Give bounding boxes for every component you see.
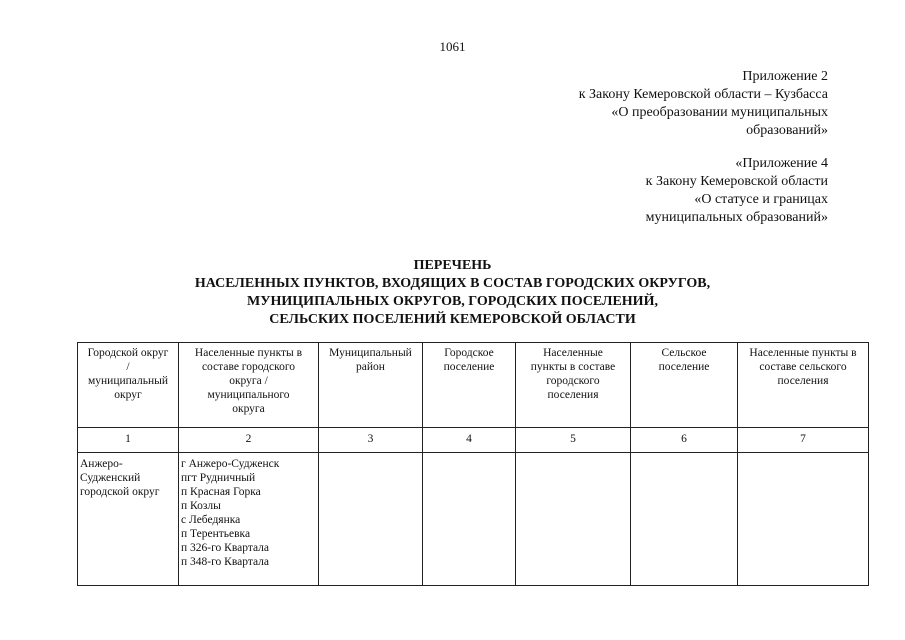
empty-cell [738, 453, 869, 586]
column-number: 3 [319, 428, 423, 453]
header-line: поселения [547, 389, 599, 401]
empty-cell [319, 453, 423, 586]
table-header-row [78, 343, 869, 428]
column-number: 4 [423, 428, 516, 453]
empty-cell [631, 453, 738, 586]
header-line: поселение [443, 361, 495, 373]
header-line: Городское [444, 347, 494, 359]
header-cell [179, 343, 319, 428]
header-cell [631, 343, 738, 428]
column-number: 7 [738, 428, 869, 453]
settlement-item: пгт Рудничный [181, 472, 256, 484]
page-number: 1061 [439, 39, 466, 54]
header-line: район [356, 361, 385, 373]
title-line: НАСЕЛЕННЫХ ПУНКТОВ, ВХОДЯЩИХ В СОСТАВ ГОРОДСКИХ ОКРУГОВ, [194, 276, 711, 291]
header-cell [423, 343, 516, 428]
column-number: 1 [78, 428, 179, 453]
empty-cell [423, 453, 516, 586]
settlement-item: п Козлы [181, 500, 221, 512]
column-number: 5 [516, 428, 631, 453]
header-line: Муниципальный [329, 347, 412, 359]
appendix-line: к Закону Кемеровской области – Кузбасса [578, 87, 828, 102]
appendix-line: образований» [746, 123, 828, 138]
appendix-line: «О преобразовании муниципальных [611, 105, 828, 120]
district-line: Судженский [80, 472, 141, 484]
settlement-item: п Красная Горка [181, 486, 261, 498]
appendix-reference-primary [579, 68, 828, 140]
appendix-line: муниципальных образований» [645, 210, 828, 225]
document-title [0, 257, 905, 329]
header-line: поселения [777, 375, 829, 387]
header-line: составе сельского [759, 361, 847, 373]
appendix-reference-secondary [646, 155, 828, 227]
header-line: округ [114, 389, 142, 401]
settlement-item: с Лебедянка [181, 514, 241, 526]
header-line: Населенные пункты в [194, 347, 303, 359]
header-line: Населенные [543, 347, 603, 359]
header-line: / [126, 361, 130, 373]
header-cell [78, 343, 179, 428]
district-line: Анжеро- [80, 458, 123, 470]
header-line: округа / [229, 375, 268, 387]
header-line: составе городского [201, 361, 296, 373]
column-number-row [78, 428, 869, 453]
title-line: ПЕРЕЧЕНЬ [413, 258, 492, 273]
header-line: муниципальный [87, 375, 169, 387]
header-line: Городской округ [87, 347, 169, 359]
header-line: Населенные пункты в [749, 347, 857, 359]
header-cell [738, 343, 869, 428]
column-number: 2 [179, 428, 319, 453]
settlements-cell [179, 453, 319, 586]
district-cell [78, 453, 179, 586]
header-cell [516, 343, 631, 428]
header-line: пункты в составе [530, 361, 616, 373]
appendix-line: к Закону Кемеровской области [645, 174, 828, 189]
settlement-item: г Анжеро-Судженск [181, 458, 280, 470]
settlement-item: п Терентьевка [181, 528, 251, 540]
header-cell [319, 343, 423, 428]
header-line: Сельское [661, 347, 707, 359]
appendix-line: «Приложение 4 [735, 156, 828, 171]
settlement-item: п 348-го Квартала [181, 556, 270, 568]
settlement-item: п 326-го Квартала [181, 542, 270, 554]
table-row [78, 453, 869, 586]
appendix-line: Приложение 2 [742, 69, 828, 84]
settlements-table [77, 342, 869, 586]
district-line: городской округ [80, 486, 160, 498]
header-line: округа [232, 403, 265, 415]
header-line: поселение [658, 361, 710, 373]
title-line: МУНИЦИПАЛЬНЫХ ОКРУГОВ, ГОРОДСКИХ ПОСЕЛЕНИЙ, [247, 294, 658, 309]
column-number: 6 [631, 428, 738, 453]
header-line: муниципального [207, 389, 290, 401]
header-line: городского [546, 375, 600, 387]
empty-cell [516, 453, 631, 586]
appendix-line: «О статусе и границах [694, 192, 828, 207]
title-line: СЕЛЬСКИХ ПОСЕЛЕНИЙ КЕМЕРОВСКОЙ ОБЛАСТИ [269, 312, 636, 327]
